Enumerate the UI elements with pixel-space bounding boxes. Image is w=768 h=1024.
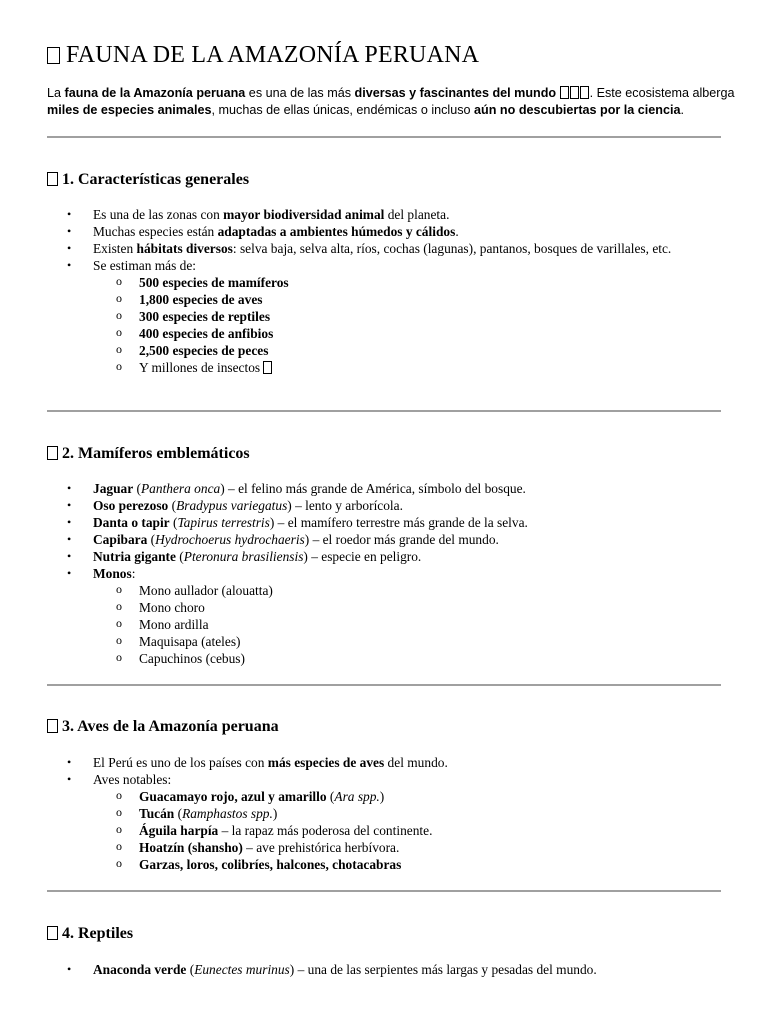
sublist-item: o Mono aullador (alouatta)	[93, 582, 727, 599]
list-item: • Existen hábitats diversos: selva baja, selva alta, ríos, cochas (lagunas), pantanos, bosques de varillales, etc.	[47, 240, 727, 257]
missing-glyph-icon	[47, 719, 58, 733]
list-item: • Es una de las zonas con mayor biodiversidad animal del planeta.	[47, 206, 727, 223]
section-heading-aves: 3. Aves de la Amazonía peruana	[47, 718, 279, 736]
reptiles-list	[47, 961, 727, 978]
monos-sublist	[93, 582, 727, 667]
list-item: • Monos: o Mono aullador (alouatta) o Mono choro o Mono ardilla o Maquisapa (ateles) o Capuchinos (cebus)	[47, 565, 727, 667]
section-divider	[47, 890, 721, 892]
sublist-item: o Tucán (Ramphastos spp.)	[93, 805, 727, 822]
document-title: FAUNA DE LA AMAZONÍA PERUANA	[47, 42, 479, 69]
section-divider	[47, 410, 721, 412]
mamiferos-list	[47, 480, 727, 667]
sublist-item: o 2,500 especies de peces	[93, 342, 727, 359]
list-item: • Jaguar (Panthera onca) – el felino más grande de América, símbolo del bosque.	[47, 480, 727, 497]
sublist-item: o 300 especies de reptiles	[93, 308, 727, 325]
list-item: • Danta o tapir (Tapirus terrestris) – el mamífero terrestre más grande de la selva.	[47, 514, 727, 531]
list-item: • Muchas especies están adaptadas a ambientes húmedos y cálidos.	[47, 223, 727, 240]
aves-sublist	[93, 788, 727, 873]
list-item: • Anaconda verde (Eunectes murinus) – una de las serpientes más largas y pesadas del mundo.	[47, 961, 727, 978]
missing-glyph-icon	[570, 86, 579, 99]
section-heading-mamiferos: 2. Mamíferos emblemáticos	[47, 445, 250, 463]
sublist-item: o Maquisapa (ateles)	[93, 633, 727, 650]
list-item: • Aves notables: o Guacamayo rojo, azul y amarillo (Ara spp.) o Tucán (Ramphastos spp.) o Águila harpía – la rapaz más poderosa del continente. o Hoatzín (shansho) – ave prehistórica herbívora. o Garzas, loros, colibríes, halcones, chotacabras	[47, 771, 727, 873]
list-item: • Oso perezoso (Bradypus variegatus) – lento y arborícola.	[47, 497, 727, 514]
missing-glyph-icon	[47, 172, 58, 186]
section-heading-caracteristicas: 1. Características generales	[47, 171, 249, 189]
missing-glyph-icon	[560, 86, 569, 99]
missing-glyph-icon	[47, 446, 58, 460]
sublist-item: o 400 especies de anfibios	[93, 325, 727, 342]
sublist-item: o Hoatzín (shansho) – ave prehistórica herbívora.	[93, 839, 727, 856]
sublist-item: o Mono choro	[93, 599, 727, 616]
caracteristicas-list	[47, 206, 727, 376]
intro-paragraph: La fauna de la Amazonía peruana es una de las más diversas y fascinantes del mundo . Este ecosistema alberga miles de especies animales, muchas de ellas únicas, endémicas o incluso aún no descubiertas por la ciencia.	[47, 86, 735, 117]
missing-glyph-icon	[580, 86, 589, 99]
especies-sublist	[93, 274, 727, 376]
list-item: • El Perú es uno de los países con más especies de aves del mundo.	[47, 754, 727, 771]
sublist-item: o Mono ardilla	[93, 616, 727, 633]
sublist-item: o Guacamayo rojo, azul y amarillo (Ara spp.)	[93, 788, 727, 805]
aves-list	[47, 754, 727, 873]
sublist-item: o Garzas, loros, colibríes, halcones, chotacabras	[93, 856, 727, 873]
list-item: • Se estiman más de: o 500 especies de mamíferos o 1,800 especies de aves o 300 especies de reptiles o 400 especies de anfibios o 2,500 especies de peces o Y millones de insectos	[47, 257, 727, 376]
list-item: • Nutria gigante (Pteronura brasiliensis) – especie en peligro.	[47, 548, 727, 565]
section-divider	[47, 684, 721, 686]
missing-glyph-icon	[263, 361, 272, 374]
list-item: • Capibara (Hydrochoerus hydrochaeris) – el roedor más grande del mundo.	[47, 531, 727, 548]
section-divider	[47, 136, 721, 138]
sublist-item: o Y millones de insectos	[93, 359, 727, 376]
sublist-item: o Capuchinos (cebus)	[93, 650, 727, 667]
missing-glyph-icon	[47, 47, 60, 64]
sublist-item: o 500 especies de mamíferos	[93, 274, 727, 291]
sublist-item: o 1,800 especies de aves	[93, 291, 727, 308]
section-heading-reptiles: 4. Reptiles	[47, 925, 133, 943]
sublist-item: o Águila harpía – la rapaz más poderosa del continente.	[93, 822, 727, 839]
missing-glyph-icon	[47, 926, 58, 940]
